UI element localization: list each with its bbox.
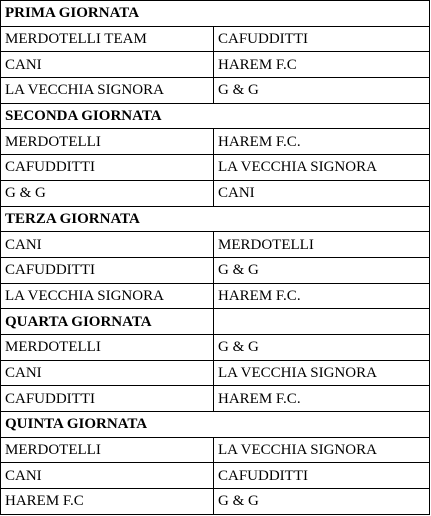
home-team: CANI [1, 232, 214, 258]
match-row [1, 52, 430, 78]
home-team: CAFUDDITTI [1, 257, 214, 283]
away-team: HAREM F.C. [214, 283, 430, 309]
away-team: G & G [214, 78, 430, 104]
home-team: LA VECCHIA SIGNORA [1, 283, 214, 309]
home-team: CANI [1, 52, 214, 78]
away-team: CAFUDDITTI [214, 463, 430, 489]
home-team: CAFUDDITTI [1, 386, 214, 412]
home-team: CANI [1, 463, 214, 489]
round-header-row [1, 412, 430, 438]
home-team: MERDOTELLI [1, 334, 214, 360]
home-team: MERDOTELLI TEAM [1, 26, 214, 52]
round-header-row [1, 1, 430, 27]
match-row [1, 360, 430, 386]
match-row [1, 232, 430, 258]
round-title: QUINTA GIORNATA [1, 412, 430, 438]
round-header-row [1, 206, 430, 232]
away-team: G & G [214, 489, 430, 515]
away-team: G & G [214, 334, 430, 360]
match-row [1, 463, 430, 489]
match-row [1, 283, 430, 309]
match-row [1, 334, 430, 360]
away-team: HAREM F.C [214, 52, 430, 78]
home-team: MERDOTELLI [1, 129, 214, 155]
round-header-row [1, 309, 430, 335]
match-row [1, 489, 430, 515]
away-team: HAREM F.C. [214, 129, 430, 155]
away-team: LA VECCHIA SIGNORA [214, 360, 430, 386]
match-row [1, 437, 430, 463]
round-header-row [1, 103, 430, 129]
match-row [1, 78, 430, 104]
away-team: G & G [214, 257, 430, 283]
away-team: MERDOTELLI [214, 232, 430, 258]
match-row [1, 129, 430, 155]
home-team: CANI [1, 360, 214, 386]
home-team: LA VECCHIA SIGNORA [1, 78, 214, 104]
away-team: LA VECCHIA SIGNORA [214, 155, 430, 181]
match-row [1, 257, 430, 283]
round-title: SECONDA GIORNATA [1, 103, 430, 129]
away-team: CAFUDDITTI [214, 26, 430, 52]
match-row [1, 180, 430, 206]
away-team: HAREM F.C. [214, 386, 430, 412]
home-team: CAFUDDITTI [1, 155, 214, 181]
home-team: HAREM F.C [1, 489, 214, 515]
match-row [1, 26, 430, 52]
away-team: CANI [214, 180, 430, 206]
round-title: TERZA GIORNATA [1, 206, 430, 232]
home-team: MERDOTELLI [1, 437, 214, 463]
round-title: QUARTA GIORNATA [1, 309, 214, 335]
match-row [1, 155, 430, 181]
away-team: LA VECCHIA SIGNORA [214, 437, 430, 463]
round-title-blank-cell [214, 309, 430, 335]
match-row [1, 386, 430, 412]
home-team: G & G [1, 180, 214, 206]
round-title: PRIMA GIORNATA [1, 1, 430, 27]
